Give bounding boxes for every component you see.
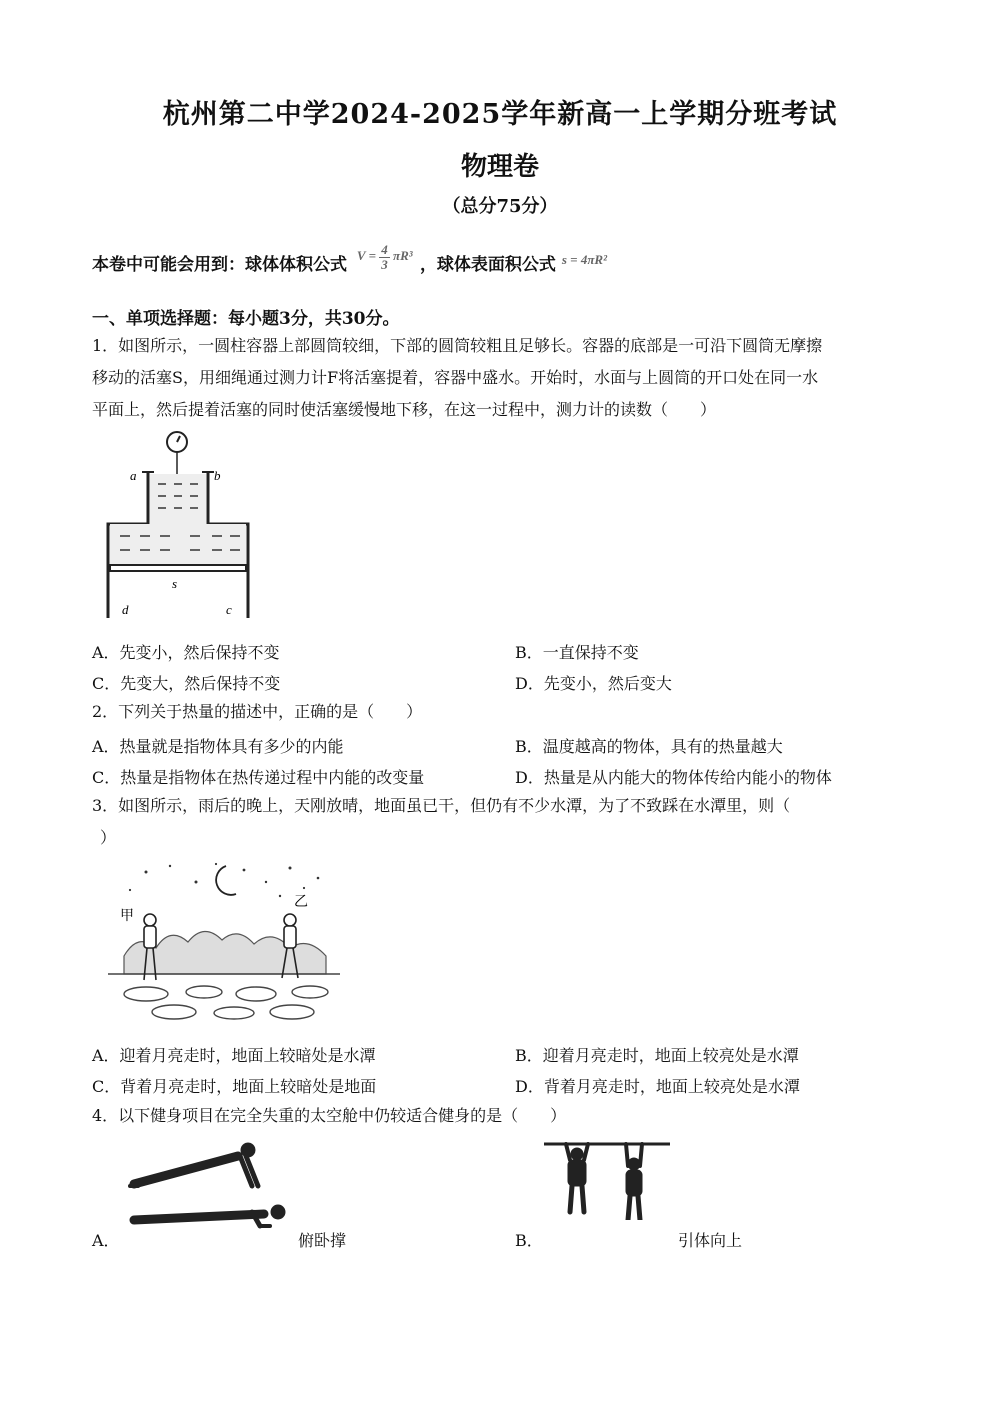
q1-line-3: 平面上，然后提着活塞的同时使活塞缓慢地下移，在这一过程中，测力计的读数（ ） (92, 400, 717, 419)
q3-stem (92, 790, 912, 854)
q2-option-b[interactable]: B．温度越高的物体，具有的热量越大 (515, 737, 783, 756)
q4-option-b[interactable]: B． (515, 1231, 543, 1250)
fig-label-s: s (172, 576, 178, 591)
fig-label-d: d (122, 602, 129, 617)
exam-subtitle: 物理卷 (460, 152, 539, 182)
volume-numerator: 4 (381, 241, 388, 257)
fig-label-c: c (226, 602, 232, 617)
puddles (124, 986, 328, 1019)
q2-option-d[interactable]: D．热量是从内能大的物体传给内能小的物体 (515, 768, 832, 787)
volume-rhs: πR³ (393, 248, 413, 263)
surface-formula: s = 4πR² (561, 252, 607, 267)
formula-note (92, 241, 607, 282)
piston (110, 565, 246, 571)
fig-label-a: a (130, 468, 137, 483)
q4-option-a-caption: 俯卧撑 (298, 1231, 347, 1250)
q1-line-1: 1．如图所示，一圆柱容器上部圆筒较细，下部的圆筒较粗且足够长。容器的底部是一可沿下圆筒无摩擦 (92, 336, 823, 355)
q4-stem: 4．以下健身项目在完全失重的太空舱中仍较适合健身的是（ ） (92, 1106, 567, 1125)
q3-figure-night-scene (104, 856, 344, 1026)
q2-option-c[interactable]: C．热量是指物体在热传递过程中内能的改变量 (92, 768, 425, 787)
fig-label-b: b (214, 468, 221, 483)
q3-line-2: ） (100, 828, 117, 847)
q3-option-b[interactable]: B．迎着月亮走时，地面上较亮处是水潭 (515, 1046, 799, 1065)
q4-option-a[interactable]: A． (92, 1231, 120, 1250)
q3-option-d[interactable]: D．背着月亮走时，地面上较亮处是水潭 (515, 1077, 800, 1096)
pushup-image (128, 1134, 298, 1234)
formula-note-middle: ，球体表面积公式 (419, 255, 556, 275)
q3-option-a[interactable]: A．迎着月亮走时，地面上较暗处是水潭 (92, 1046, 376, 1065)
section-heading: 一、单项选择题：每小题3分，共30分。 (92, 309, 400, 329)
q1-option-d[interactable]: D．先变小，然后变大 (515, 674, 672, 693)
q2-option-a[interactable]: A．热量就是指物体具有多少的内能 (92, 737, 344, 756)
q1-stem (92, 330, 912, 426)
q1-line-2: 移动的活塞S，用细绳通过测力计F将活塞提着，容器中盛水。开始时，水面与上圆筒的开口处在同一水 (92, 368, 819, 387)
exam-title: 杭州第二中学2024-2025学年新高一上学期分班考试 (162, 99, 838, 130)
stars-icon (129, 863, 319, 897)
q4-option-b-caption: 引体向上 (678, 1231, 743, 1250)
q1-option-c[interactable]: C．先变大，然后保持不变 (92, 674, 281, 693)
q1-figure-cylinder (100, 428, 260, 624)
volume-fraction (379, 243, 390, 272)
volume-formula (356, 241, 416, 272)
moon-icon (216, 866, 236, 895)
q3-option-c[interactable]: C．背着月亮走时，地面上较暗处是地面 (92, 1077, 377, 1096)
q3-line-1: 3．如图所示，雨后的晚上，天刚放晴，地面虽已干，但仍有不少水潭，为了不致踩在水潭里，则（ (92, 796, 791, 815)
pullup-image (544, 1136, 674, 1220)
fig-label-yi: 乙 (294, 894, 308, 910)
q1-option-a[interactable]: A．先变小，然后保持不变 (92, 643, 280, 662)
volume-denominator: 3 (381, 256, 388, 272)
fig-label-jia: 甲 (120, 908, 134, 924)
q1-option-b[interactable]: B．一直保持不变 (515, 643, 639, 662)
formula-note-prefix: 本卷中可能会用到：球体体积公式 (92, 255, 347, 275)
total-score: （总分75分） (442, 196, 558, 217)
volume-lhs: V = (356, 248, 377, 263)
q2-stem: 2．下列关于热量的描述中，正确的是（ ） (92, 702, 423, 721)
